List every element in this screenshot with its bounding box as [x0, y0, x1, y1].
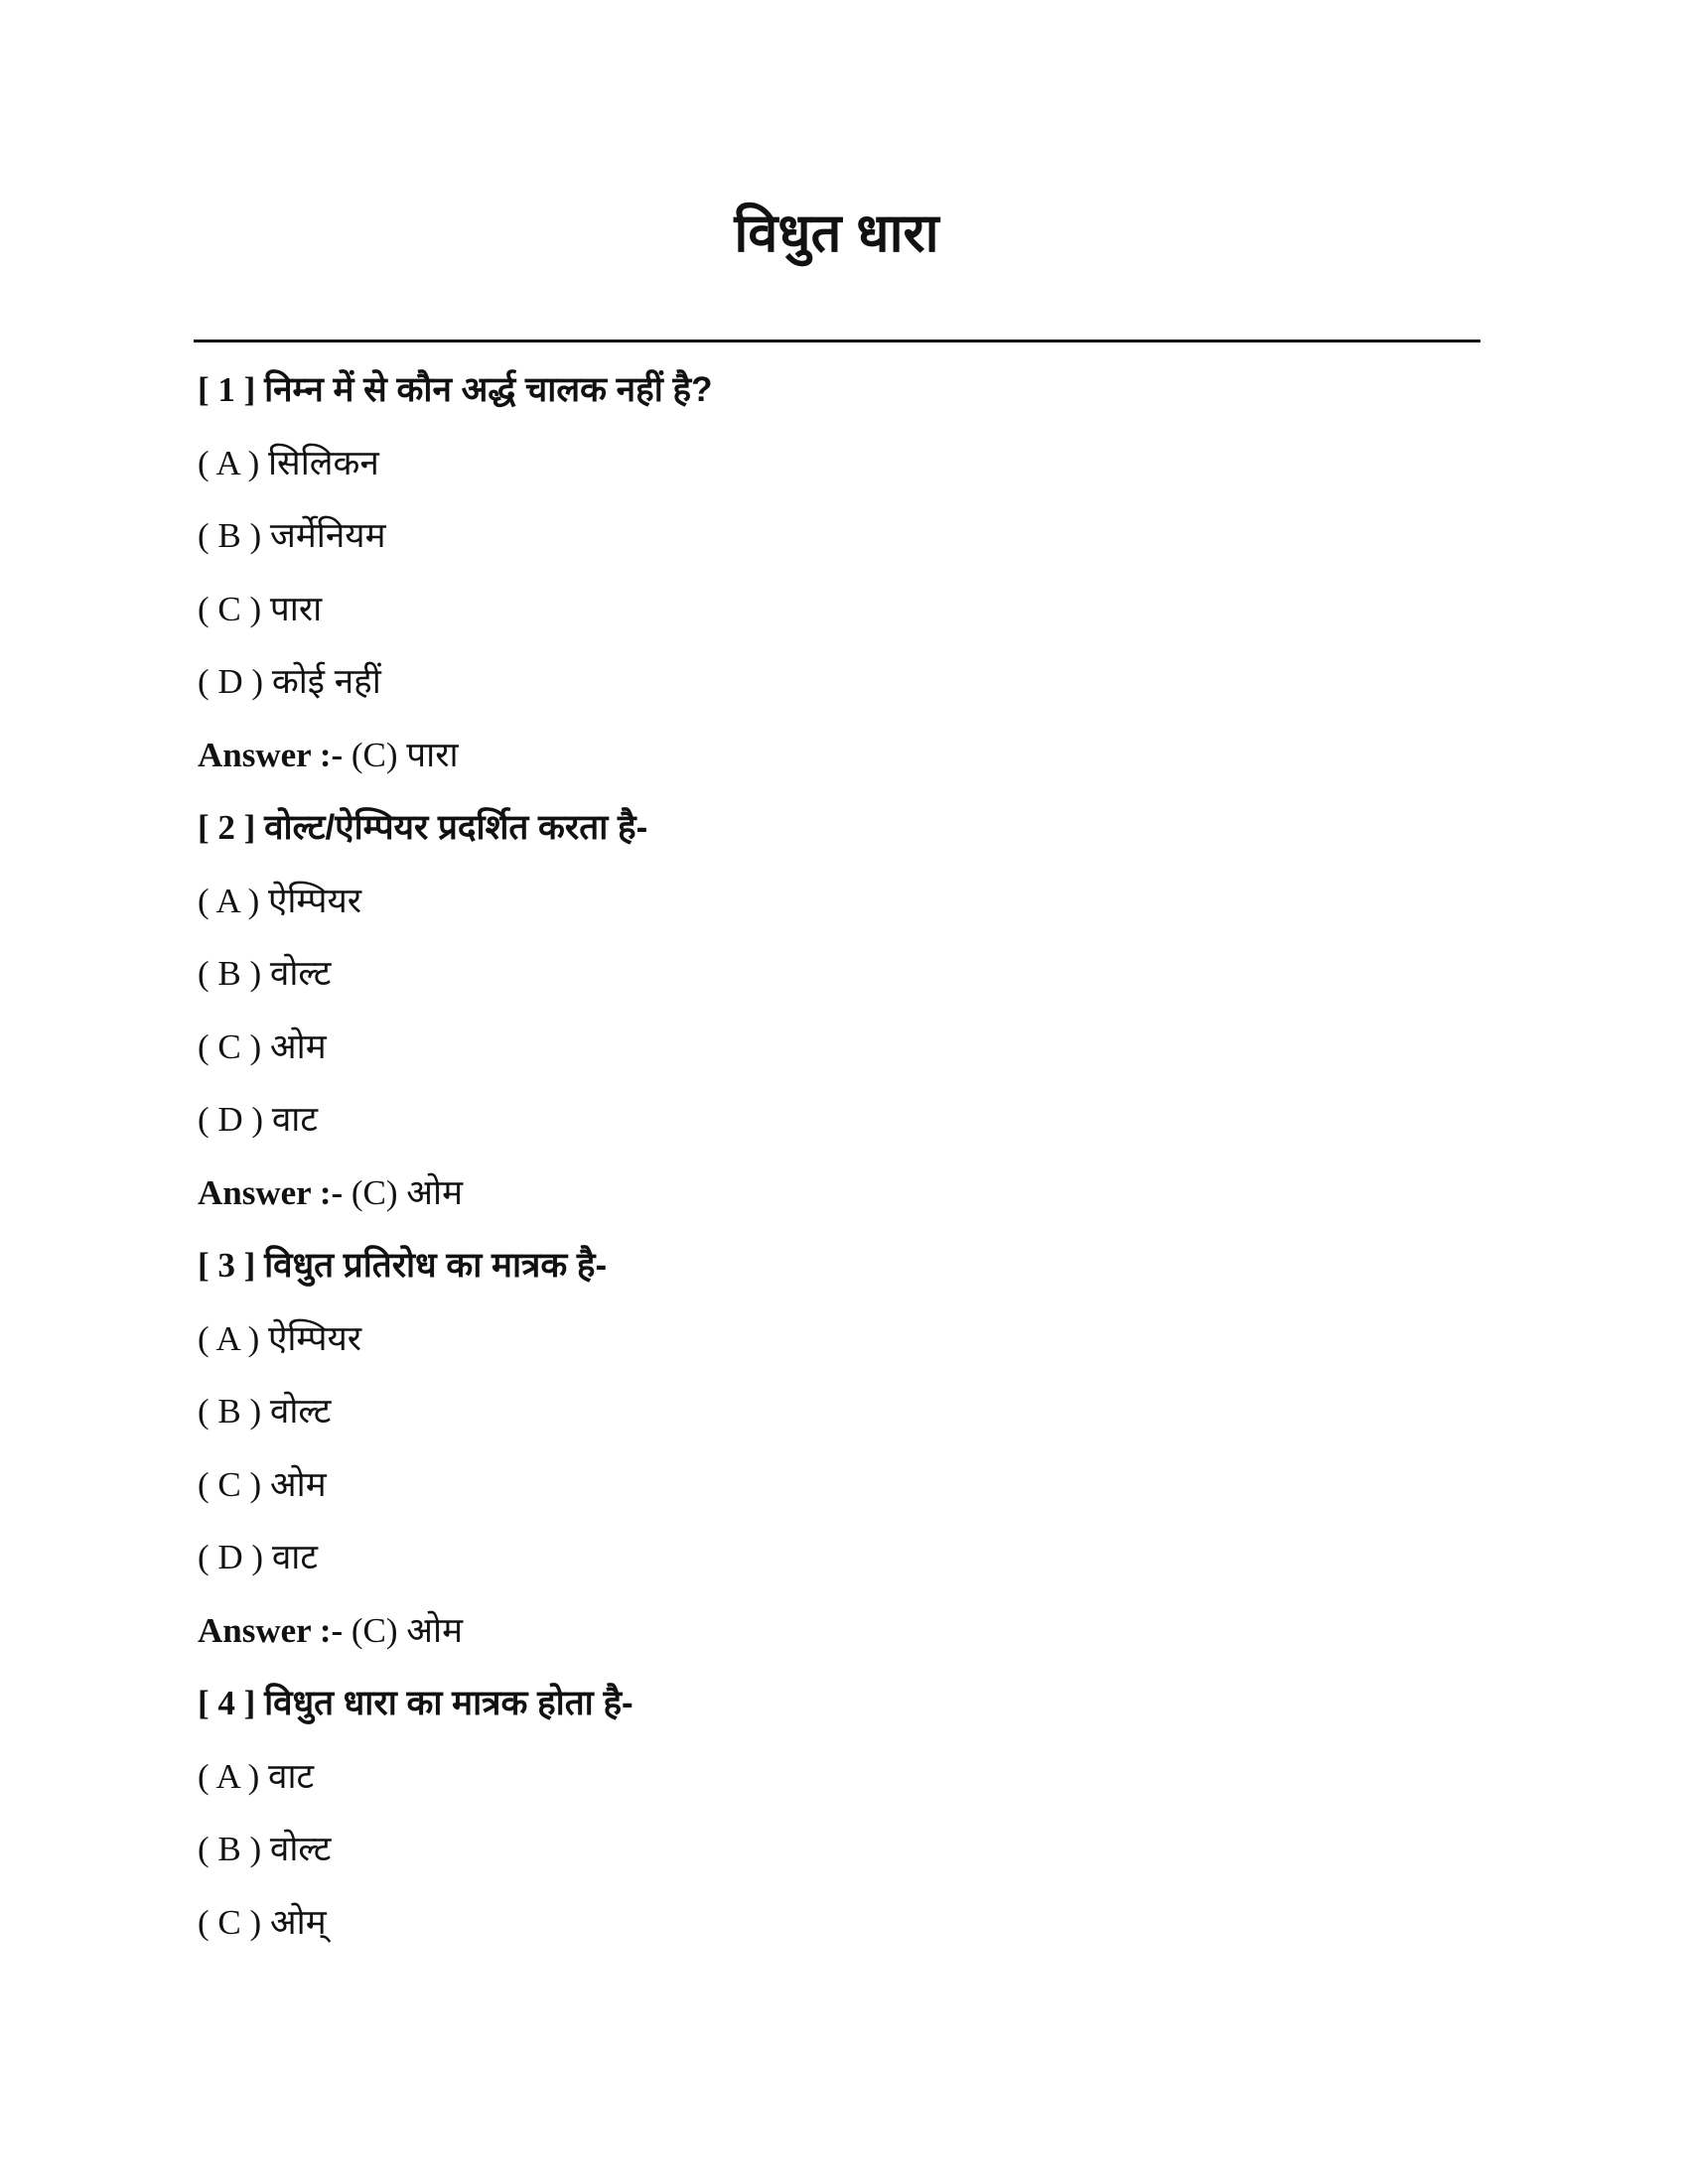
question-heading [198, 353, 712, 427]
option-text: पारा [269, 589, 323, 628]
answer-line [198, 719, 712, 792]
option-item [198, 937, 712, 1011]
option-key: ( C ) [198, 1902, 262, 1942]
option-text: ऐम्पियर [267, 1318, 362, 1358]
answer-line [198, 1157, 712, 1230]
option-key: ( B ) [198, 516, 262, 555]
option-text: वाट [271, 1100, 319, 1139]
answer-text: ओम [406, 1172, 464, 1212]
option-item [198, 865, 712, 938]
title-divider [194, 340, 1480, 342]
answer-label: Answer :- [198, 1172, 344, 1212]
option-key: ( D ) [198, 1538, 264, 1576]
answer-label: Answer :- [198, 735, 344, 774]
question-list [198, 353, 712, 1959]
question-number: [ 2 ] [198, 808, 256, 847]
option-item [198, 573, 712, 646]
question-text: विधुत प्रतिरोध का मात्रक है- [264, 1246, 608, 1285]
answer-key: (C) [351, 735, 398, 774]
option-item [198, 499, 712, 573]
option-key: ( A ) [198, 443, 260, 482]
option-text: ओम [269, 1026, 327, 1066]
answer-key: (C) [351, 1610, 398, 1650]
option-key: ( A ) [198, 1318, 260, 1358]
question-text: निम्न में से कौन अर्द्ध चालक नहीं है? [264, 370, 713, 409]
option-text: ओम् [269, 1902, 327, 1942]
option-text: वोल्ट [269, 1830, 332, 1868]
question-heading [198, 1229, 712, 1302]
question-number: [ 4 ] [198, 1684, 256, 1722]
option-text: कोई नहीं [271, 662, 381, 701]
option-key: ( B ) [198, 1830, 262, 1868]
option-item [198, 1011, 712, 1084]
option-text: वोल्ट [269, 954, 332, 993]
option-item [198, 1083, 712, 1157]
option-key: ( D ) [198, 662, 264, 701]
option-item [198, 1302, 712, 1376]
option-item [198, 427, 712, 500]
option-key: ( A ) [198, 1756, 260, 1796]
question-text: वोल्ट/ऐम्पियर प्रदर्शित करता है- [264, 808, 648, 847]
option-text: जर्मेनियम [269, 516, 386, 555]
option-item [198, 1740, 712, 1814]
option-key: ( C ) [198, 1026, 262, 1066]
question-text: विधुत धारा का मात्रक होता है- [264, 1684, 633, 1722]
option-key: ( D ) [198, 1100, 264, 1139]
option-text: वोल्ट [269, 1392, 332, 1431]
question-number: [ 1 ] [198, 370, 256, 409]
option-key: ( A ) [198, 881, 260, 920]
answer-text: पारा [406, 735, 459, 774]
option-key: ( B ) [198, 1392, 262, 1431]
option-text: वाट [271, 1538, 319, 1576]
question-number: [ 3 ] [198, 1246, 256, 1285]
option-item [198, 1521, 712, 1594]
option-item [198, 645, 712, 719]
option-key: ( C ) [198, 589, 262, 628]
answer-text: ओम [406, 1610, 464, 1650]
option-text: सिलिकन [267, 443, 379, 482]
page-title: विधुत धारा [734, 204, 939, 263]
answer-key: (C) [351, 1172, 398, 1212]
option-text: वाट [267, 1756, 315, 1796]
option-item [198, 1886, 712, 1960]
option-key: ( B ) [198, 954, 262, 993]
option-item [198, 1448, 712, 1522]
option-text: ऐम्पियर [267, 881, 362, 920]
question-heading [198, 1667, 712, 1740]
question-heading [198, 791, 712, 865]
option-item [198, 1813, 712, 1886]
option-key: ( C ) [198, 1464, 262, 1504]
answer-label: Answer :- [198, 1610, 344, 1650]
answer-line [198, 1594, 712, 1668]
option-text: ओम [269, 1464, 327, 1504]
option-item [198, 1375, 712, 1448]
